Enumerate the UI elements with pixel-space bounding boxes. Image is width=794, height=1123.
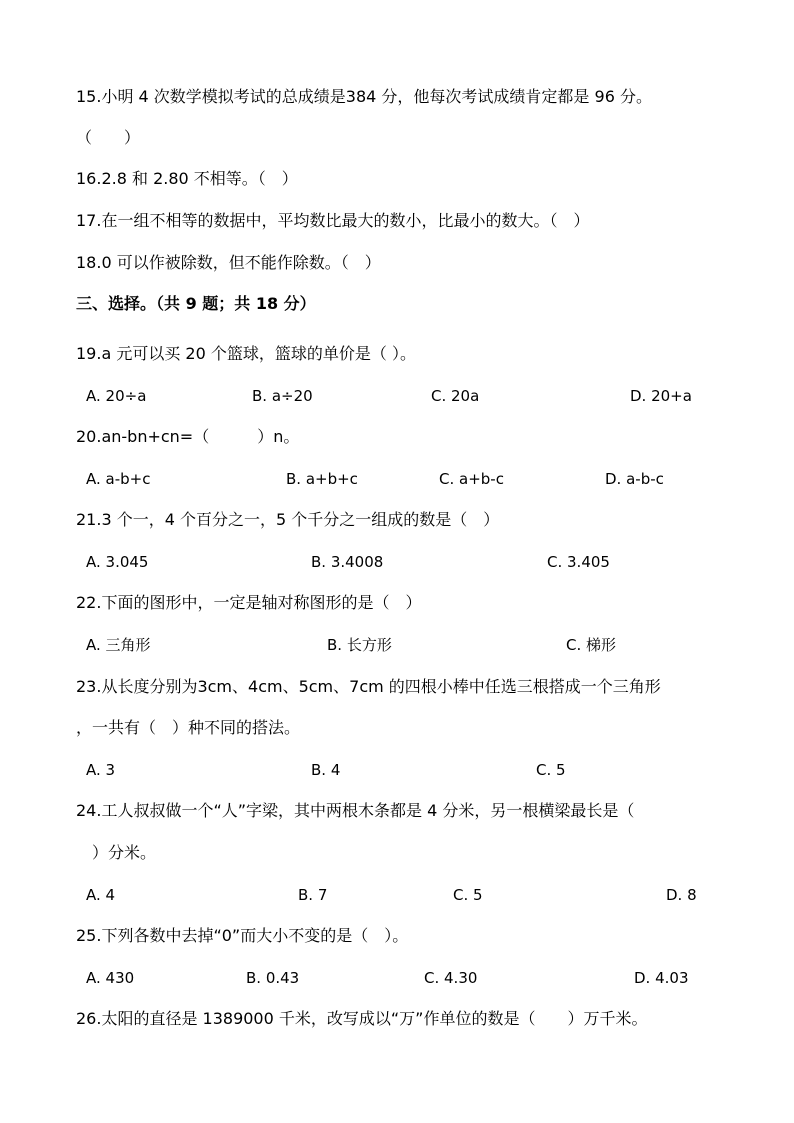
- q25-option-c: C. 4.30: [424, 969, 478, 987]
- q20-option-c: C. a+b-c: [439, 470, 504, 488]
- question-24: 24.工人叔叔做一个“人”字梁，其中两根木条都是 4 分米，另一根横梁最长是（: [76, 801, 635, 820]
- q24-option-d: D. 8: [666, 886, 697, 904]
- q21-option-b: B. 3.4008: [311, 553, 384, 571]
- section-3-title: 三、选择。（共 9 题；共 18 分）: [76, 294, 316, 313]
- q23-option-a: A. 3: [86, 761, 116, 779]
- q19-option-c: C. 20a: [431, 387, 480, 405]
- q23-option-c: C. 5: [536, 761, 566, 779]
- q25-option-b: B. 0.43: [246, 969, 300, 987]
- question-21: 21.3 个一，4 个百分之一，5 个千分之一组成的数是（ ）: [76, 510, 500, 529]
- question-26: 26.太阳的直径是 1389000 千米，改写成以“万”作单位的数是（ ）万千米。: [76, 1009, 648, 1028]
- q20-option-d: D. a-b-c: [605, 470, 664, 488]
- question-15: 15.小明 4 次数学模拟考试的总成绩是384 分，他每次考试成绩肯定都是 96 分。: [76, 87, 652, 106]
- question-19: 19.a 元可以买 20 个篮球，篮球的单价是（ ）。: [76, 344, 416, 363]
- q24-option-b: B. 7: [298, 886, 328, 904]
- q21-option-a: A. 3.045: [86, 553, 149, 571]
- question-17: 17.在一组不相等的数据中，平均数比最大的数小，比最小的数大。（ ）: [76, 211, 590, 230]
- question-16: 16.2.8 和 2.80 不相等。（ ）: [76, 169, 298, 188]
- q22-option-a: A. 三角形: [86, 636, 151, 654]
- q24-option-c: C. 5: [453, 886, 483, 904]
- q19-option-a: A. 20÷a: [86, 387, 147, 405]
- q20-option-a: A. a-b+c: [86, 470, 151, 488]
- question-15-answer-blank: （ ）: [76, 128, 141, 147]
- q22-option-c: C. 梯形: [566, 636, 617, 654]
- q21-option-c: C. 3.405: [547, 553, 610, 571]
- q25-option-d: D. 4.03: [634, 969, 689, 987]
- q19-option-d: D. 20+a: [630, 387, 692, 405]
- question-18: 18.0 可以作被除数，但不能作除数。（ ）: [76, 253, 381, 272]
- q24-option-a: A. 4: [86, 886, 116, 904]
- question-25: 25.下列各数中去掉“0”而大小不变的是（ ）。: [76, 926, 409, 945]
- q20-option-b: B. a+b+c: [286, 470, 358, 488]
- q22-option-b: B. 长方形: [327, 636, 392, 654]
- q23-option-b: B. 4: [311, 761, 341, 779]
- question-23: 23.从长度分别为3cm、4cm、5cm、7cm 的四根小棒中任选三根搭成一个三角形: [76, 677, 661, 696]
- question-24-continued: ）分米。: [76, 843, 157, 862]
- q25-option-a: A. 430: [86, 969, 135, 987]
- question-23-continued: ，一共有（ ）种不同的搭法。: [76, 718, 301, 737]
- q19-option-b: B. a÷20: [252, 387, 313, 405]
- question-22: 22.下面的图形中，一定是轴对称图形的是（ ）: [76, 593, 422, 612]
- question-20: 20.an-bn+cn=（ ）n。: [76, 427, 300, 446]
